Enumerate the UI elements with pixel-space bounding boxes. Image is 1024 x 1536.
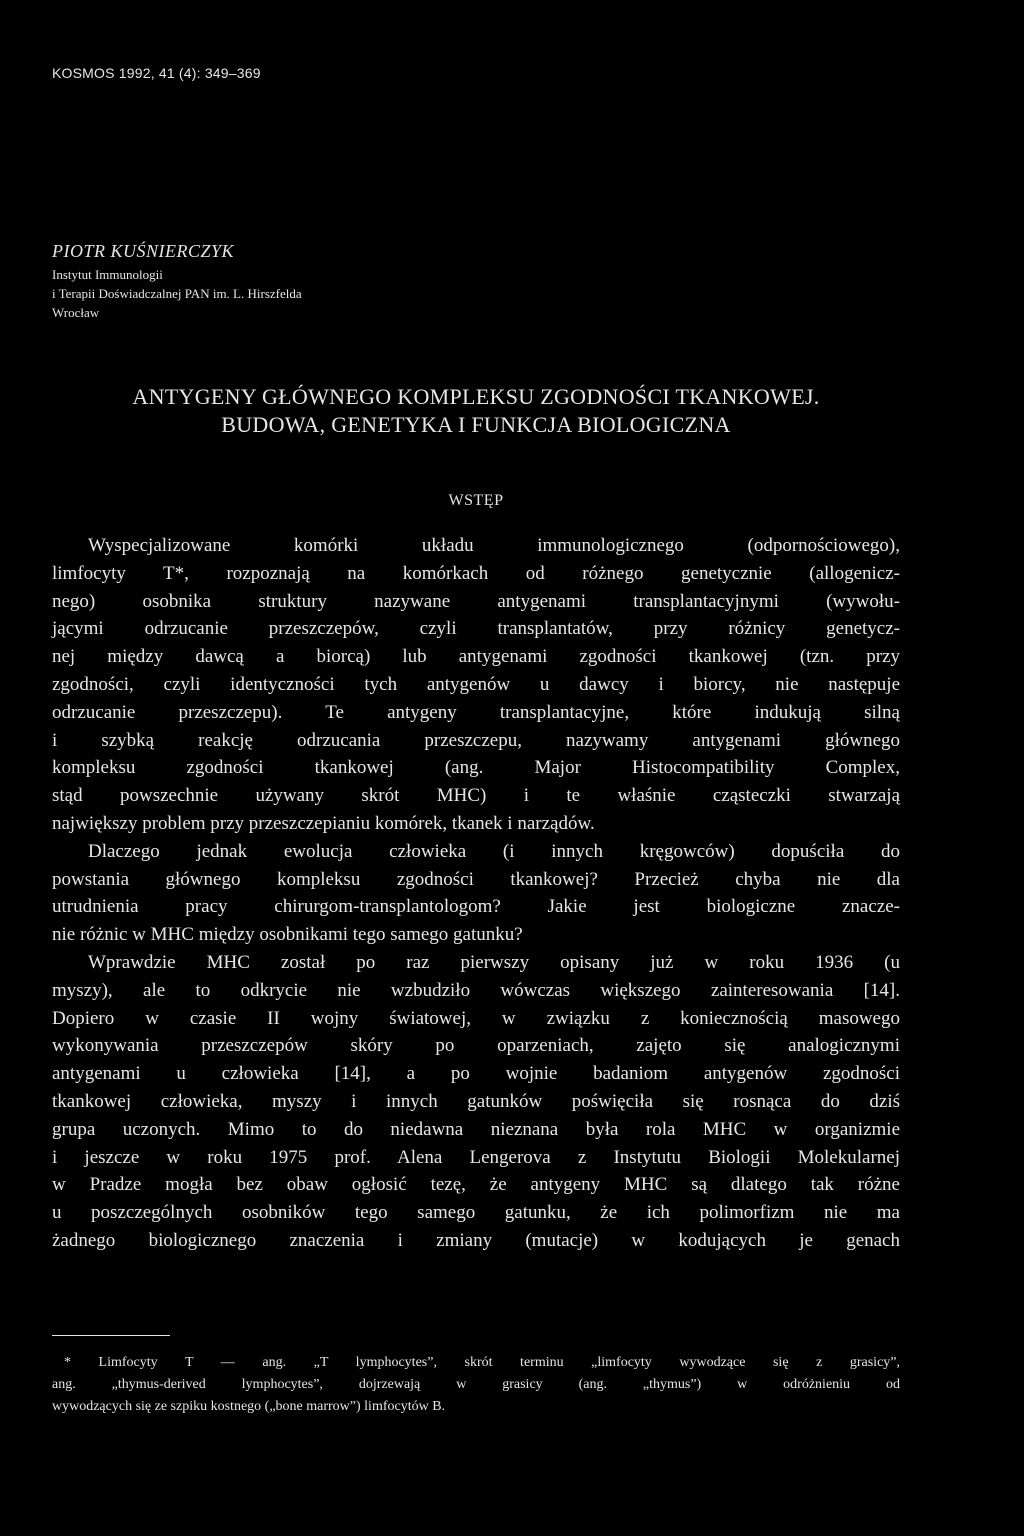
body-line: kompleksu zgodności tkankowej (ang. Major Histocompatibility Complex,: [52, 757, 900, 779]
author-affiliation: [52, 265, 302, 322]
body-line: Wyspecjalizowane komórki układu immunologicznego (odpornościowego),: [88, 535, 900, 556]
body-line: w Pradze mogła bez obaw ogłosić tezę, że antygeny MHC są dlatego tak różne: [52, 1174, 900, 1196]
article-title: [52, 383, 900, 439]
body-line: grupa uczonych. Mimo to do niedawna nieznana była rola MHC w organizmie: [52, 1118, 900, 1140]
footnote-separator: [52, 1335, 170, 1336]
body-text: [52, 532, 900, 1255]
title-line: ANTYGENY GŁÓWNEGO KOMPLEKSU ZGODNOŚCI TKANKOWEJ.: [132, 384, 820, 409]
body-line: u poszczególnych osobników tego samego gatunku, że ich polimorfizm nie ma: [52, 1202, 900, 1224]
body-line: limfocyty T*, rozpoznają na komórkach od różnego genetycznie (allogenicz-: [52, 562, 900, 584]
body-line: nie różnic w MHC między osobnikami tego samego gatunku?: [52, 924, 523, 946]
footnote: [52, 1352, 900, 1418]
footnote-line: wywodzących się ze szpiku kostnego („bone marrow”) limfocytów B.: [52, 1399, 446, 1414]
article-page: [52, 0, 900, 1536]
body-line: myszy), ale to odkrycie nie wzbudziło wówczas większego zainteresowania [14].: [52, 979, 900, 1001]
footnote-line: * Limfocyty T — ang. „T lymphocytes”, skrót terminu „limfocyty wywodzące się z grasicy”,: [64, 1355, 900, 1370]
body-line: tkankowej człowieka, myszy i innych gatunków poświęciła się rosnąca do dziś: [52, 1090, 900, 1112]
body-line: odrzucanie przeszczepu). Te antygeny transplantacyjne, które indukują silną: [52, 701, 900, 723]
affiliation-line: Wrocław: [52, 305, 100, 320]
body-line: zgodności, czyli identyczności tych antygenów u dawcy i biorcy, nie następuje: [52, 673, 900, 695]
body-line: żadnego biologicznego znaczenia i zmiany (mutacje) w kodujących je genach: [52, 1229, 900, 1251]
body-line: utrudnienia pracy chirurgom-transplantologom? Jakie jest biologiczne znacze-: [52, 896, 900, 918]
affiliation-line: i Terapii Doświadczalnej PAN im. L. Hirszfelda: [52, 286, 302, 301]
body-line: i szybką reakcję odrzucania przeszczepu, nazywamy antygenami głównego: [52, 729, 900, 751]
author-name: PIOTR KUŚNIERCZYK: [52, 241, 235, 261]
body-line: Dlaczego jednak ewolucja człowieka (i innych kręgowców) dopuściła do: [88, 840, 900, 862]
body-line: nego) osobnika struktury nazywane antygenami transplantacyjnymi (wywołu-: [52, 590, 900, 612]
body-line: największy problem przy przeszczepianiu komórek, tkanek i narządów.: [52, 812, 595, 834]
body-line: jącymi odrzucanie przeszczepów, czyli transplantatów, przy różnicy genetycz-: [52, 618, 900, 640]
body-line: Dopiero w czasie II wojny światowej, w związku z koniecznością masowego: [52, 1007, 900, 1029]
footnote-line: ang. „thymus-derived lymphocytes”, dojrzewają w grasicy (ang. „thymus”) w odróżnieniu od: [52, 1377, 900, 1392]
body-line: wykonywania przeszczepów skóry po oparzeniach, zajęto się analogicznymi: [52, 1035, 900, 1057]
body-line: nej między dawcą a biorcą) lub antygenami zgodności tkankowej (tzn. przy: [52, 646, 900, 668]
body-line: antygenami u człowieka [14], a po wojnie badaniom antygenów zgodności: [52, 1063, 900, 1085]
body-line: i jeszcze w roku 1975 prof. Alena Lengerova z Instytutu Biologii Molekularnej: [52, 1146, 900, 1168]
body-line: Wprawdzie MHC został po raz pierwszy opisany już w roku 1936 (u: [88, 951, 900, 973]
journal-reference: KOSMOS 1992, 41 (4): 349–369: [52, 65, 261, 81]
section-heading: WSTĘP: [448, 492, 504, 509]
body-line: powstania głównego kompleksu zgodności tkankowej? Przecież chyba nie dla: [52, 868, 900, 890]
body-line: stąd powszechnie używany skrót MHC) i te właśnie cząsteczki stwarzają: [52, 785, 900, 807]
title-line: BUDOWA, GENETYKA I FUNKCJA BIOLOGICZNA: [221, 412, 731, 437]
affiliation-line: Instytut Immunologii: [52, 267, 163, 282]
